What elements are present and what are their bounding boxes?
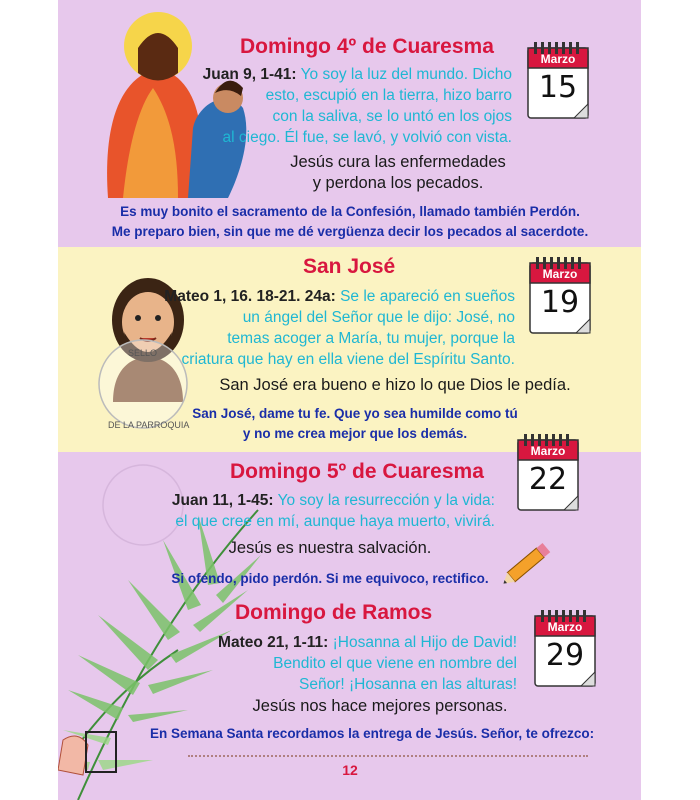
calendar-month: Marzo bbox=[542, 267, 578, 281]
calendar-icon bbox=[528, 255, 592, 335]
calendar-month: Marzo bbox=[540, 52, 576, 66]
fill-in-dotted-line bbox=[188, 755, 588, 757]
calendar-day: 15 bbox=[538, 70, 578, 105]
section-2-line-2: un ángel del Señor que le dijo: José, no bbox=[242, 309, 515, 326]
section-1-line-3: con la saliva, se lo untó en los ojos bbox=[272, 108, 512, 125]
section-1-line-4: al ciego. Él fue, se lavó, y volvió con vista. bbox=[222, 129, 512, 146]
section-2-scripture bbox=[160, 286, 515, 370]
section-1-message-line-2: y perdona los pecados. bbox=[312, 174, 484, 192]
calendar-day: 29 bbox=[545, 638, 585, 673]
stamp-label-top: SELLO bbox=[128, 348, 158, 358]
section-4-message-line-1: Jesús nos hace mejores personas. bbox=[252, 697, 508, 715]
section-1-line-2: esto, escupió en la tierra, hizo barro bbox=[265, 87, 512, 104]
calendar-day: 22 bbox=[528, 462, 568, 497]
section-2-prayer bbox=[190, 404, 520, 444]
section-4-message bbox=[240, 696, 520, 717]
section-1-reference: Juan 9, 1-41: bbox=[202, 66, 297, 83]
section-3-prayer-line-1: Si ofendo, pido perdón. Si me equivoco, rectifico. bbox=[171, 571, 489, 586]
section-3-message bbox=[200, 538, 460, 559]
pencil-icon bbox=[498, 535, 558, 590]
section-1-prayer bbox=[95, 202, 605, 242]
stamp-label-bottom: DE LA PARROQUIA bbox=[108, 420, 190, 430]
section-3-line-2: el que cree en mí, aunque haya muerto, vivirá. bbox=[175, 513, 495, 530]
section-2-title: San José bbox=[303, 255, 396, 278]
section-2-reference: Mateo 1, 16. 18-21. 24a: bbox=[164, 288, 336, 305]
section-3-title: Domingo 5º de Cuaresma bbox=[230, 460, 484, 483]
calendar-icon bbox=[526, 40, 590, 120]
section-2-prayer-line-2: y no me crea mejor que los demás. bbox=[242, 426, 468, 441]
section-2-line-3: temas acoger a María, tu mujer, porque la bbox=[227, 330, 515, 347]
section-2-line-4: criatura que hay en ella viene del Espíritu Santo. bbox=[181, 351, 515, 368]
calendar-icon bbox=[516, 432, 580, 512]
calendar-month: Marzo bbox=[530, 444, 566, 458]
section-1-scripture bbox=[180, 64, 512, 148]
section-3-message-line-1: Jesús es nuestra salvación. bbox=[228, 539, 432, 557]
section-4-scripture bbox=[150, 632, 517, 695]
section-4-reference: Mateo 21, 1-11: bbox=[218, 634, 329, 651]
page-number: 12 bbox=[342, 762, 358, 778]
section-3-reference: Juan 11, 1-45: bbox=[171, 492, 274, 509]
section-4-prayer-line-1: En Semana Santa recordamos la entrega de Jesús. Señor, te ofrezco: bbox=[150, 726, 595, 741]
section-4-title: Domingo de Ramos bbox=[235, 601, 433, 624]
section-2-line-1: Se le apareció en sueños bbox=[340, 288, 515, 305]
section-2-message-line-1: San José era bueno e hizo lo que Dios le pedía. bbox=[219, 376, 571, 394]
section-3-scripture bbox=[120, 490, 495, 532]
section-1-prayer-line-2: Me preparo bien, sin que me dé vergüenza decir los pecados al sacerdote. bbox=[111, 224, 589, 239]
section-2-prayer-line-1: San José, dame tu fe. Que yo sea humilde como tú bbox=[192, 406, 518, 421]
section-4-line-2: Bendito el que viene en nombre del bbox=[273, 655, 517, 672]
section-2-message bbox=[190, 375, 600, 396]
section-1-title: Domingo 4º de Cuaresma bbox=[240, 35, 494, 58]
calendar-day: 19 bbox=[540, 285, 580, 320]
section-4-line-1: ¡Hosanna al Hijo de David! bbox=[332, 634, 517, 651]
section-1-message bbox=[258, 152, 538, 194]
section-3-prayer bbox=[170, 569, 490, 589]
section-4-prayer bbox=[150, 724, 595, 744]
calendar-icon bbox=[533, 608, 597, 688]
section-4-line-3: Señor! ¡Hosanna en las alturas! bbox=[299, 676, 517, 693]
section-1-prayer-line-1: Es muy bonito el sacramento de la Confesión, llamado también Perdón. bbox=[120, 204, 580, 219]
section-1-message-line-1: Jesús cura las enfermedades bbox=[290, 153, 506, 171]
section-3-line-1: Yo soy la resurrección y la vida: bbox=[277, 492, 495, 509]
section-1-line-1: Yo soy la luz del mundo. Dicho bbox=[300, 66, 512, 83]
calendar-month: Marzo bbox=[547, 620, 583, 634]
